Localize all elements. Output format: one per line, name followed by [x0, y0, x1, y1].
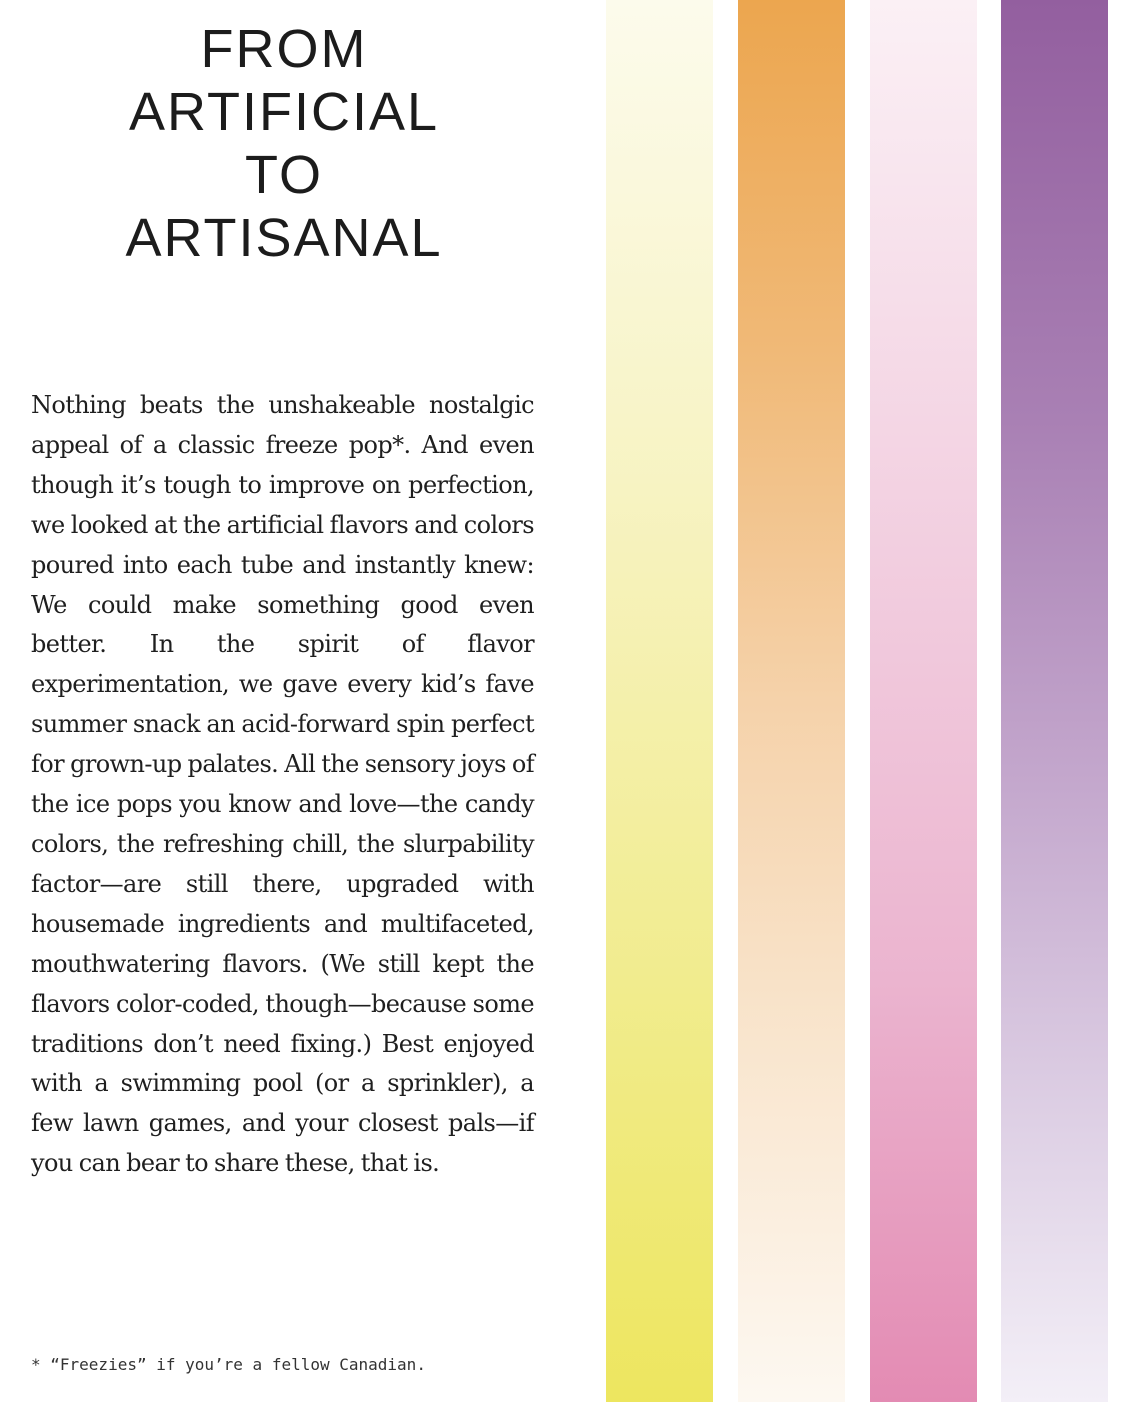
- footnote: * “Freezies” if you’re a fellow Canadian.: [31, 1355, 426, 1374]
- body-paragraph: Nothing beats the unshakeable nostalgic appeal of a classic freeze pop*. And even though it’s tough to improve on perfection, we looked at the artificial flavors and colors poured into each tube and instantly knew: We could make something good even better. In the spirit of flavor experimentation, we gave every kid’s fave summer snack an acid-forward spin perfect for grown-up palates. All the sensory joys of the ice pops you know and love—the candy colors, the refreshing chill, the slurpability factor—are still there, upgraded with housemade ingredients and multifaceted, mouthwatering flavors. (We still kept the flavors color-coded, though—because some traditions don’t need fixing.) Best enjoyed with a swimming pool (or a sprinkler), a few lawn games, and your closest pals—if you can bear to share these, that is.: [31, 391, 534, 1178]
- title-line-4: ARTISANAL: [125, 208, 443, 268]
- purple-color-stripe: [1001, 0, 1108, 1402]
- pink-color-stripe: [870, 0, 977, 1402]
- yellow-color-stripe: [606, 0, 713, 1402]
- orange-color-stripe: [738, 0, 845, 1402]
- page-title: [60, 18, 508, 270]
- title-line-1: FROM: [200, 19, 368, 79]
- title-line-3: TO: [244, 145, 323, 205]
- title-line-2: ARTIFICIAL: [128, 82, 440, 142]
